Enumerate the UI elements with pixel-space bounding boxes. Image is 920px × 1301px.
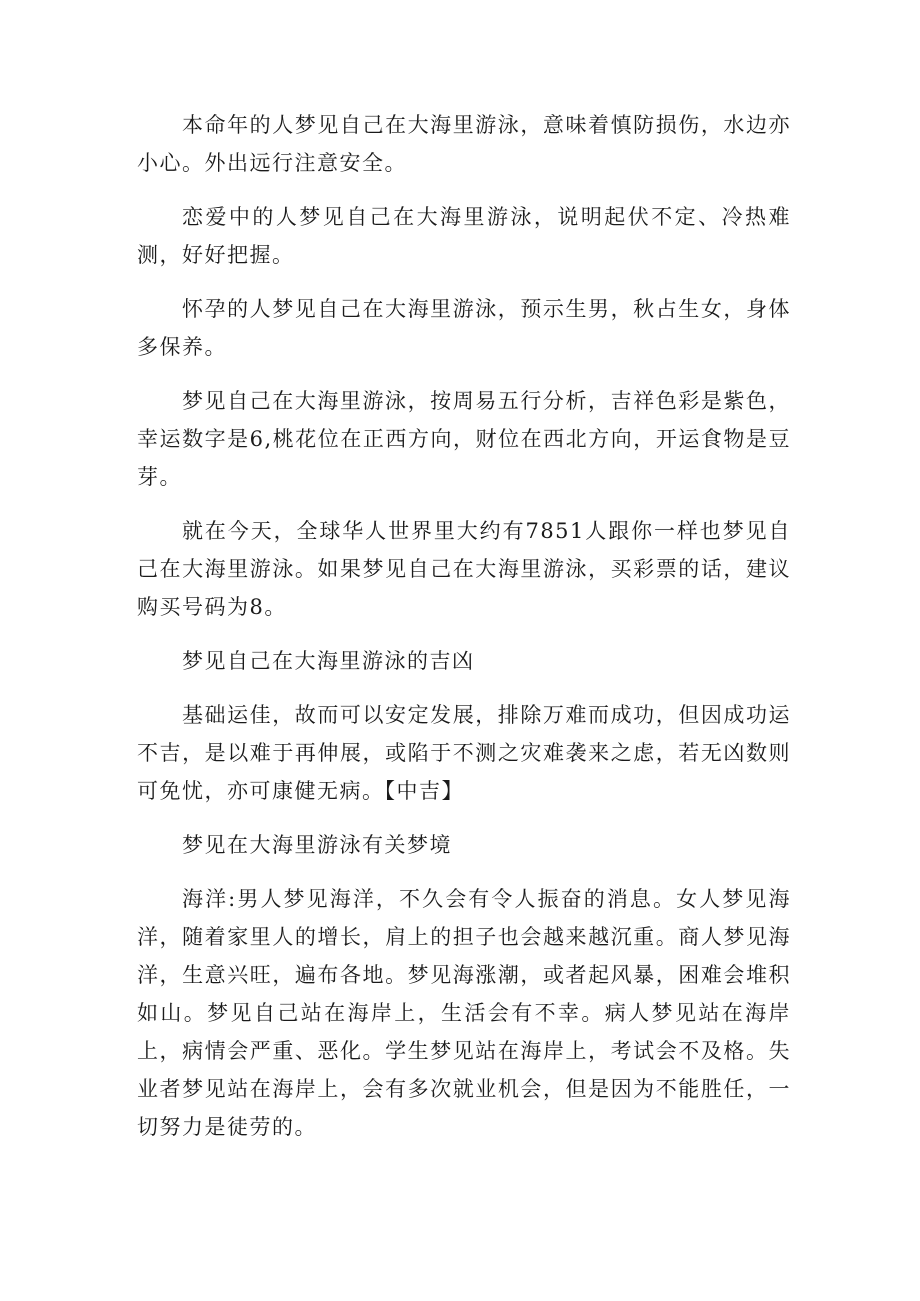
paragraph-related-dreams: 海洋:男人梦见海洋，不久会有令人振奋的消息。女人梦见海洋，随着家里人的增长，肩上的担子也会越来越沉重。商人梦见海洋，生意兴旺，遍布各地。梦见海涨潮，或者起风暴，困难会堆积如山。梦见自己站在海岸上，生活会有不幸。病人梦见站在海岸上，病情会严重、恶化。学生梦见站在海岸上，考试会不及格。失业者梦见站在海岸上，会有多次就业机会，但是因为不能胜任，一切努力是徒劳的。: [137, 887, 791, 1139]
document-body: [137, 106, 791, 1162]
paragraph-lottery: 就在今天，全球华人世界里大约有7851人跟你一样也梦见自己在大海里游泳。如果梦见自己在大海里游泳，买彩票的话，建议购买号码为8。: [137, 519, 791, 619]
section-heading-related-dreams: 梦见在大海里游泳有关梦境: [182, 833, 452, 857]
paragraph-zodiac-year: 本命年的人梦见自己在大海里游泳，意味着慎防损伤，水边亦小心。外出远行注意安全。: [137, 113, 791, 175]
paragraph-in-love: 恋爱中的人梦见自己在大海里游泳，说明起伏不定、冷热难测，好好把握。: [137, 205, 791, 267]
paragraph-pregnant: 怀孕的人梦见自己在大海里游泳，预示生男，秋占生女，身体多保养。: [137, 297, 791, 359]
paragraph-five-elements: 梦见自己在大海里游泳，按周易五行分析，吉祥色彩是紫色，幸运数字是6,桃花位在正西方向，财位在西北方向，开运食物是豆芽。: [137, 389, 791, 489]
section-heading-fortune: 梦见自己在大海里游泳的吉凶: [182, 649, 475, 673]
paragraph-fortune: 基础运佳，故而可以安定发展，排除万难而成功，但因成功运不吉，是以难于再伸展，或陷于不测之灾难袭来之虑，若无凶数则可免忧，亦可康健无病。【中吉】: [137, 703, 791, 803]
